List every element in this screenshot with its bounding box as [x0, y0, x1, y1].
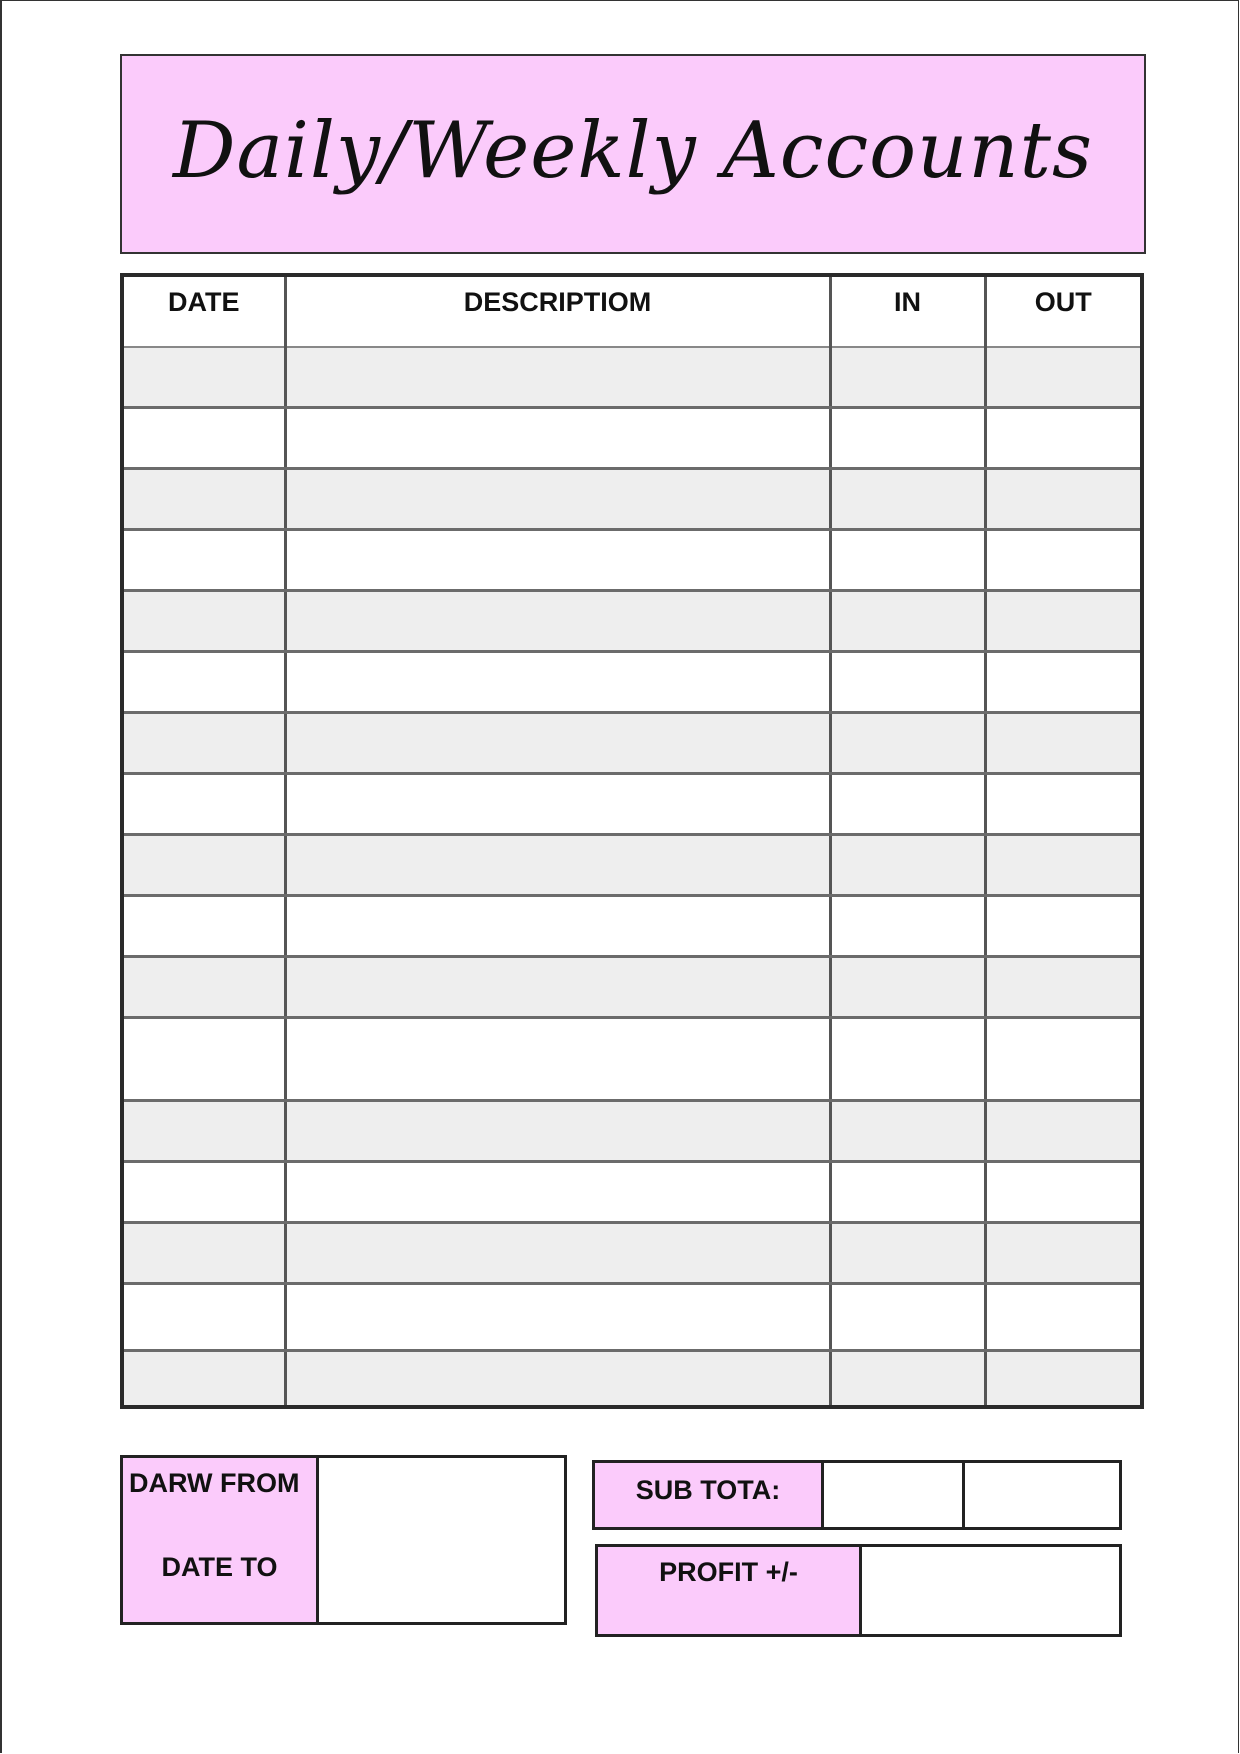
cell-out[interactable] — [985, 652, 1142, 713]
cell-description[interactable] — [285, 347, 830, 408]
cell-date[interactable] — [122, 591, 285, 652]
cell-in[interactable] — [830, 347, 985, 408]
cell-in[interactable] — [830, 835, 985, 896]
cell-in[interactable] — [830, 1223, 985, 1284]
table-row — [122, 408, 1142, 469]
cell-description[interactable] — [285, 591, 830, 652]
cell-date[interactable] — [122, 1162, 285, 1223]
subtotal-box — [592, 1460, 1122, 1530]
cell-out[interactable] — [985, 713, 1142, 774]
cell-description[interactable] — [285, 713, 830, 774]
table-row — [122, 896, 1142, 957]
cell-in[interactable] — [830, 591, 985, 652]
cell-in[interactable] — [830, 652, 985, 713]
cell-out[interactable] — [985, 1018, 1142, 1101]
subtotal-out-field[interactable] — [965, 1463, 1119, 1527]
cell-in[interactable] — [830, 1101, 985, 1162]
cell-out[interactable] — [985, 347, 1142, 408]
cell-date[interactable] — [122, 1223, 285, 1284]
cell-date[interactable] — [122, 469, 285, 530]
cell-description[interactable] — [285, 408, 830, 469]
table-row — [122, 591, 1142, 652]
cell-date[interactable] — [122, 1351, 285, 1408]
table-row — [122, 1284, 1142, 1351]
cell-out[interactable] — [985, 591, 1142, 652]
cell-date[interactable] — [122, 1101, 285, 1162]
subtotal-label: SUB TOTA: — [595, 1463, 824, 1527]
subtotal-in-field[interactable] — [824, 1463, 965, 1527]
table-header-row — [122, 275, 1142, 347]
column-header-date: DATE — [122, 275, 285, 347]
table-row — [122, 530, 1142, 591]
cell-description[interactable] — [285, 896, 830, 957]
cell-date[interactable] — [122, 713, 285, 774]
cell-date[interactable] — [122, 896, 285, 957]
cell-description[interactable] — [285, 1223, 830, 1284]
page-title: Daily/Weekly Accounts — [173, 106, 1093, 196]
table-row — [122, 1223, 1142, 1284]
cell-in[interactable] — [830, 1162, 985, 1223]
cell-out[interactable] — [985, 530, 1142, 591]
draw-from-field[interactable] — [319, 1458, 564, 1542]
cell-description[interactable] — [285, 1284, 830, 1351]
cell-description[interactable] — [285, 469, 830, 530]
table-row — [122, 957, 1142, 1018]
profit-label: PROFIT +/- — [598, 1547, 862, 1634]
cell-in[interactable] — [830, 1018, 985, 1101]
cell-out[interactable] — [985, 1351, 1142, 1408]
cell-in[interactable] — [830, 469, 985, 530]
title-banner — [120, 54, 1146, 254]
cell-date[interactable] — [122, 774, 285, 835]
cell-description[interactable] — [285, 1018, 830, 1101]
cell-in[interactable] — [830, 408, 985, 469]
cell-description[interactable] — [285, 530, 830, 591]
cell-description[interactable] — [285, 1351, 830, 1408]
table-row — [122, 469, 1142, 530]
date-to-field[interactable] — [319, 1542, 564, 1622]
cell-out[interactable] — [985, 835, 1142, 896]
cell-date[interactable] — [122, 957, 285, 1018]
cell-out[interactable] — [985, 774, 1142, 835]
cell-date[interactable] — [122, 1018, 285, 1101]
table-row — [122, 1018, 1142, 1101]
cell-date[interactable] — [122, 347, 285, 408]
cell-out[interactable] — [985, 1162, 1142, 1223]
column-header-in: IN — [830, 275, 985, 347]
cell-out[interactable] — [985, 408, 1142, 469]
table-row — [122, 652, 1142, 713]
date-to-row — [123, 1542, 564, 1622]
cell-in[interactable] — [830, 1284, 985, 1351]
column-header-out: OUT — [985, 275, 1142, 347]
cell-out[interactable] — [985, 1284, 1142, 1351]
cell-date[interactable] — [122, 408, 285, 469]
date-to-label: DATE TO — [123, 1542, 319, 1622]
cell-in[interactable] — [830, 957, 985, 1018]
cell-date[interactable] — [122, 1284, 285, 1351]
cell-in[interactable] — [830, 713, 985, 774]
table-row — [122, 835, 1142, 896]
table-row — [122, 774, 1142, 835]
cell-out[interactable] — [985, 1101, 1142, 1162]
cell-description[interactable] — [285, 774, 830, 835]
cell-description[interactable] — [285, 957, 830, 1018]
table-row — [122, 1351, 1142, 1408]
draw-from-row — [123, 1458, 564, 1545]
table-body — [122, 347, 1142, 1407]
cell-out[interactable] — [985, 1223, 1142, 1284]
accounts-table — [120, 273, 1144, 1409]
cell-description[interactable] — [285, 835, 830, 896]
profit-box — [595, 1544, 1122, 1637]
cell-description[interactable] — [285, 652, 830, 713]
column-header-description: DESCRIPTIOM — [285, 275, 830, 347]
table-row — [122, 1101, 1142, 1162]
cell-in[interactable] — [830, 530, 985, 591]
table-row — [122, 1162, 1142, 1223]
cell-description[interactable] — [285, 1101, 830, 1162]
cell-in[interactable] — [830, 1351, 985, 1408]
cell-in[interactable] — [830, 774, 985, 835]
profit-field[interactable] — [862, 1547, 1119, 1634]
date-range-box — [120, 1455, 567, 1625]
cell-date[interactable] — [122, 835, 285, 896]
cell-out[interactable] — [985, 896, 1142, 957]
table-row — [122, 713, 1142, 774]
cell-out[interactable] — [985, 957, 1142, 1018]
draw-from-label: DARW FROM — [123, 1458, 319, 1542]
cell-date[interactable] — [122, 530, 285, 591]
cell-out[interactable] — [985, 469, 1142, 530]
cell-description[interactable] — [285, 1162, 830, 1223]
cell-in[interactable] — [830, 896, 985, 957]
cell-date[interactable] — [122, 652, 285, 713]
table-row — [122, 347, 1142, 408]
